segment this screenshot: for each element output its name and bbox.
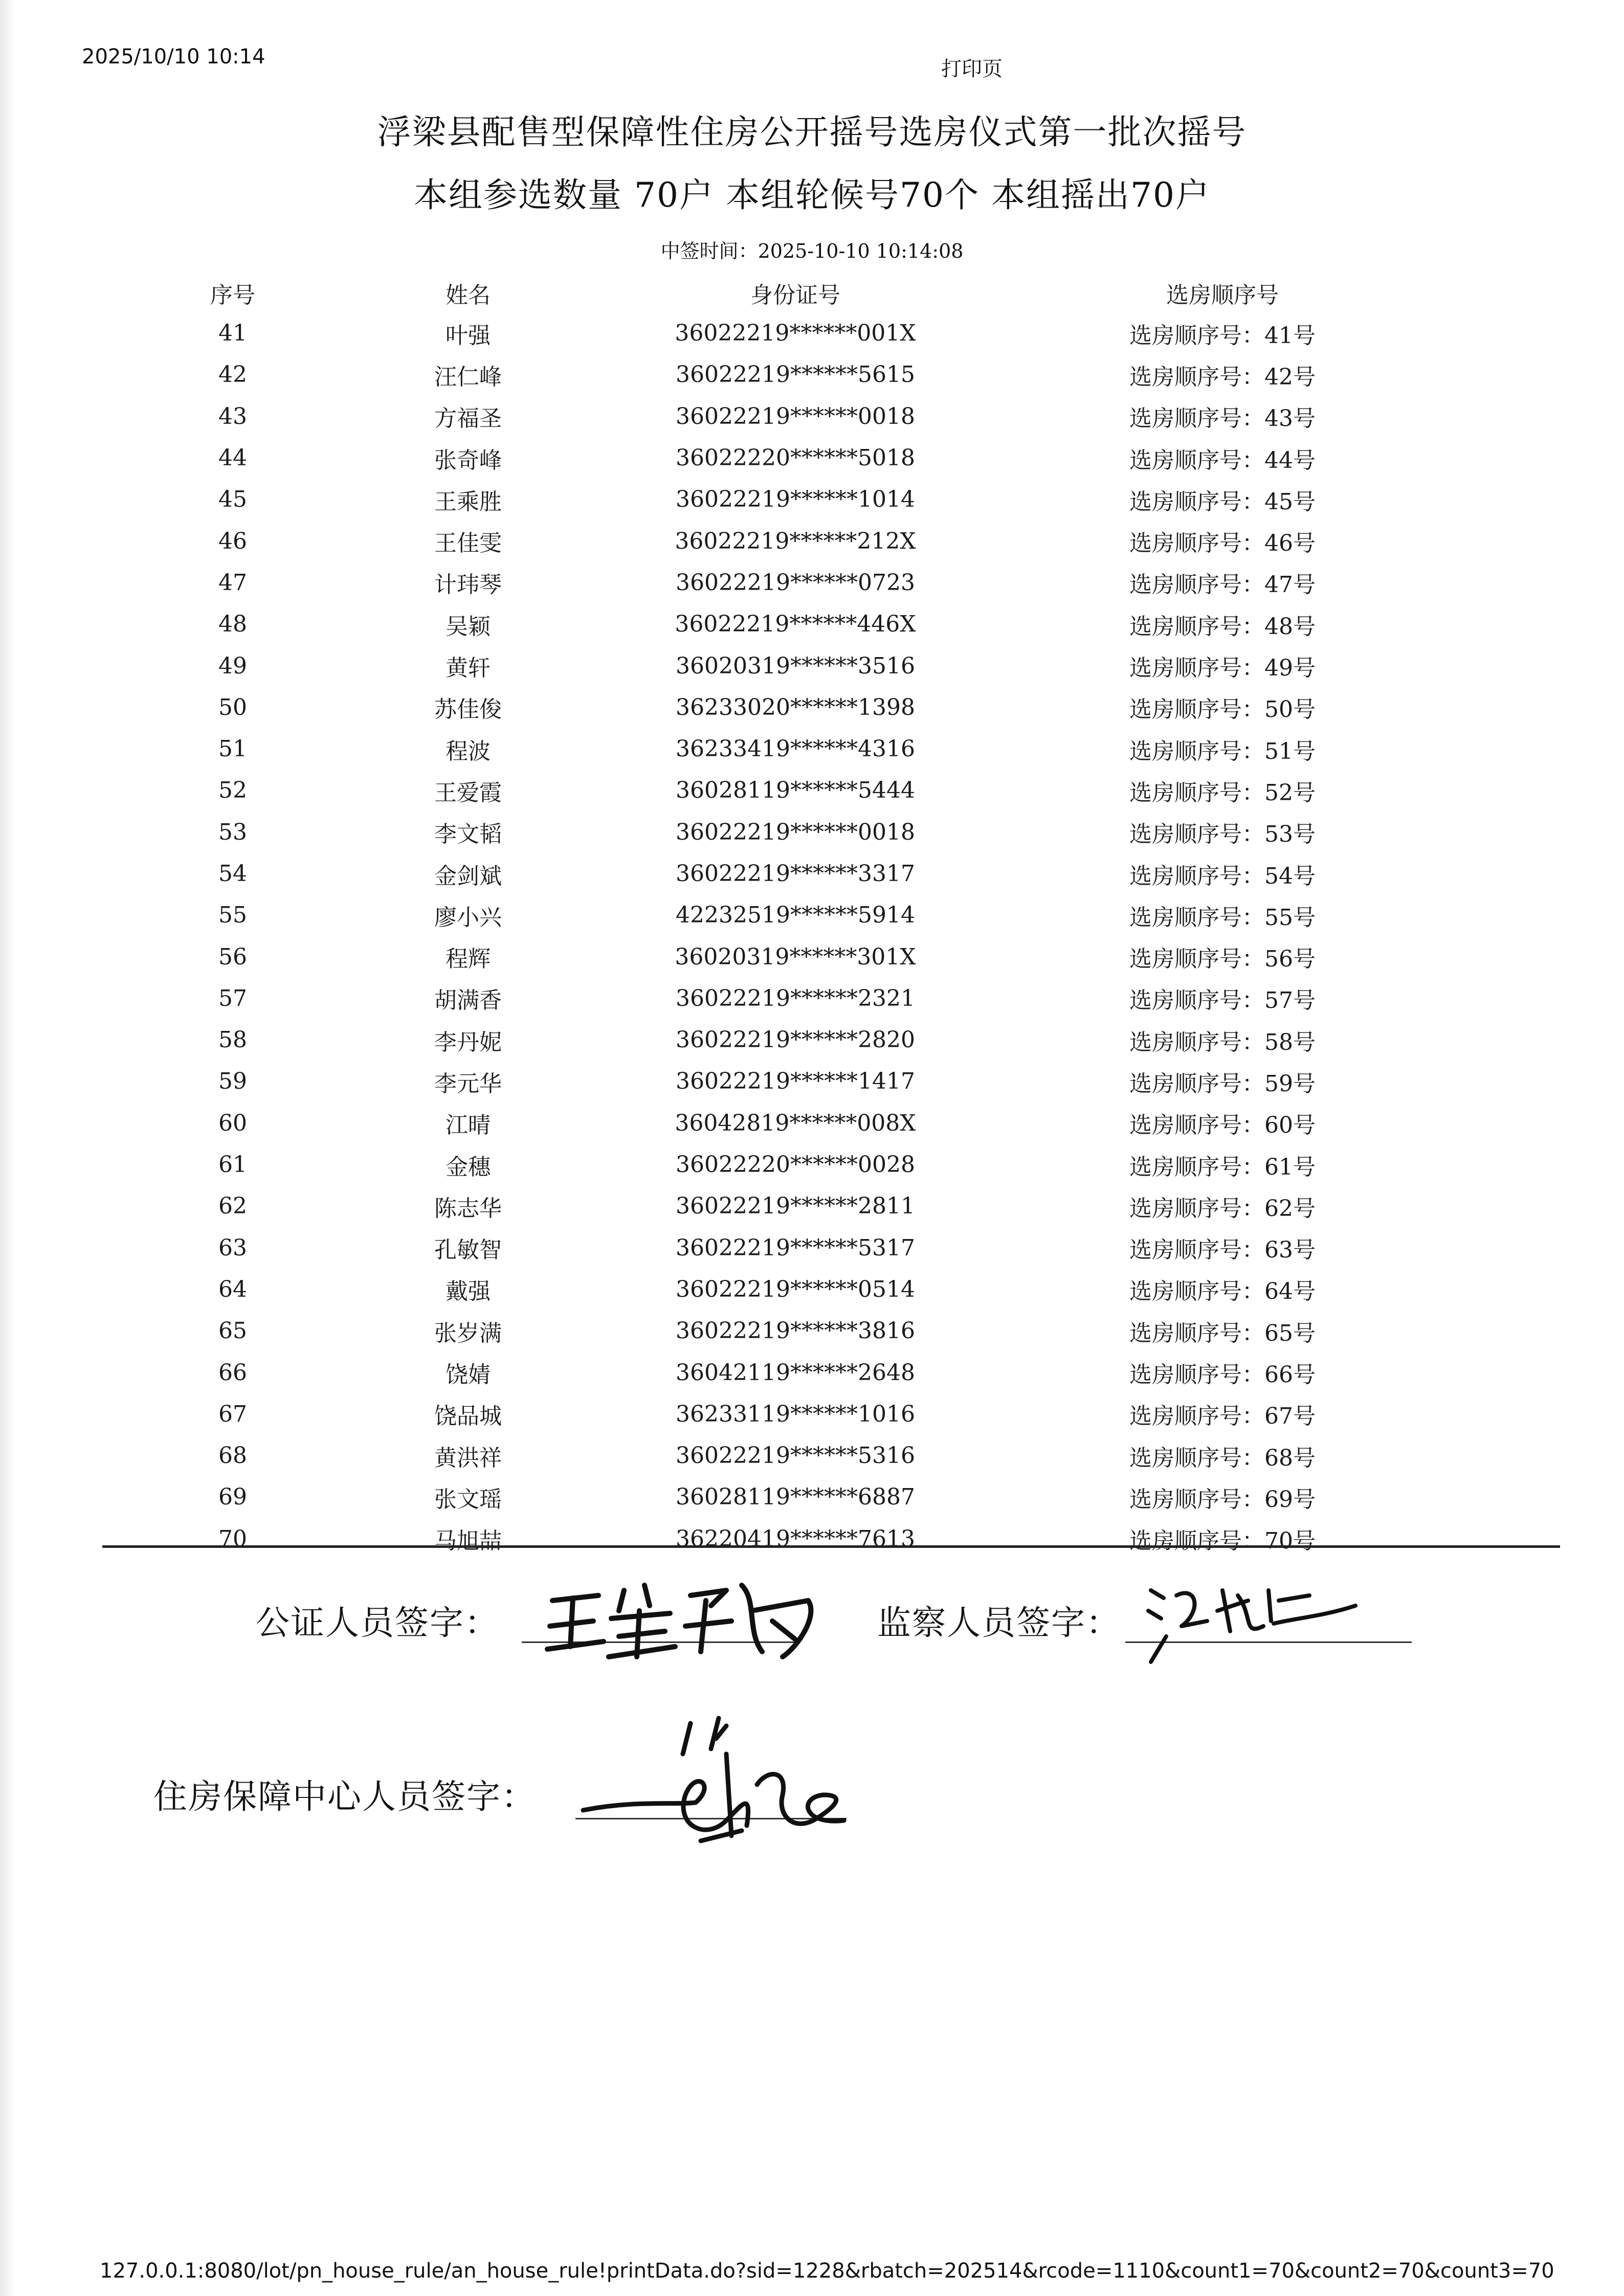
cell-id-number: 36022219******1014 xyxy=(676,486,915,513)
cell-id-number: 36022219******0723 xyxy=(676,569,915,596)
cell-serial: 66 xyxy=(218,1359,247,1386)
header-selection-order: 选房顺序号 xyxy=(1166,282,1279,308)
table-row xyxy=(146,978,1471,1019)
table-row xyxy=(146,1144,1471,1185)
table-row xyxy=(146,479,1471,520)
print-page-title: 打印页 xyxy=(941,57,1003,81)
table-row xyxy=(146,1185,1471,1227)
cell-id-number: 36220419******7613 xyxy=(676,1525,915,1552)
cell-serial: 57 xyxy=(218,985,247,1011)
cell-selection-order: 选房顺序号：64号 xyxy=(1129,1278,1316,1305)
cell-selection-order: 选房顺序号：42号 xyxy=(1129,364,1316,390)
header-name: 姓名 xyxy=(446,282,491,308)
table-row xyxy=(146,396,1471,437)
cell-selection-order: 选房顺序号：55号 xyxy=(1129,904,1316,931)
cell-id-number: 36022220******0028 xyxy=(676,1152,915,1178)
cell-name: 饶品城 xyxy=(434,1403,502,1430)
cell-selection-order: 选房顺序号：49号 xyxy=(1129,655,1316,682)
table-row xyxy=(146,312,1471,354)
cell-serial: 55 xyxy=(218,902,247,929)
table-row xyxy=(146,894,1471,936)
notary-signature xyxy=(542,1570,818,1667)
cell-serial: 70 xyxy=(218,1525,247,1552)
cell-id-number: 36022219******0514 xyxy=(676,1276,915,1302)
cell-serial: 65 xyxy=(218,1318,247,1344)
cell-id-number: 36022219******0018 xyxy=(676,819,915,845)
cell-id-number: 36022219******001X xyxy=(675,320,916,347)
cell-id-number: 36028119******6887 xyxy=(676,1484,915,1511)
cell-serial: 45 xyxy=(218,486,247,513)
table-row xyxy=(146,853,1471,894)
cell-serial: 44 xyxy=(218,445,247,471)
cell-name: 江晴 xyxy=(446,1112,491,1139)
cell-selection-order: 选房顺序号：57号 xyxy=(1129,987,1316,1014)
cell-serial: 56 xyxy=(218,943,247,970)
table-row xyxy=(146,1518,1471,1560)
cell-serial: 41 xyxy=(218,320,247,347)
table-row xyxy=(146,1476,1471,1518)
cell-serial: 58 xyxy=(218,1027,247,1053)
cell-selection-order: 选房顺序号：44号 xyxy=(1129,447,1316,474)
cell-id-number: 36020319******3516 xyxy=(676,652,915,679)
header-serial: 序号 xyxy=(210,282,255,308)
cell-serial: 54 xyxy=(218,861,247,887)
cell-name: 胡满香 xyxy=(434,987,502,1014)
table-row xyxy=(146,687,1471,728)
cell-name: 黄轩 xyxy=(446,655,491,682)
cell-id-number: 36022219******3317 xyxy=(676,861,915,887)
cell-serial: 64 xyxy=(218,1276,247,1302)
table-row xyxy=(146,562,1471,603)
cell-name: 廖小兴 xyxy=(434,904,502,931)
cell-serial: 60 xyxy=(218,1110,247,1136)
cell-id-number: 36022219******2811 xyxy=(676,1193,915,1220)
cell-selection-order: 选房顺序号：56号 xyxy=(1129,946,1316,973)
cell-name: 苏佳俊 xyxy=(434,696,502,723)
cell-selection-order: 选房顺序号：62号 xyxy=(1129,1195,1316,1222)
cell-name: 李元华 xyxy=(434,1070,502,1097)
cell-name: 王乘胜 xyxy=(434,488,502,515)
cell-name: 计玮琴 xyxy=(434,572,502,598)
cell-name: 程辉 xyxy=(446,946,491,973)
cell-selection-order: 选房顺序号：61号 xyxy=(1129,1154,1316,1180)
cell-name: 马旭喆 xyxy=(434,1528,502,1555)
table-row xyxy=(146,1019,1471,1061)
cell-serial: 42 xyxy=(218,362,247,388)
cell-selection-order: 选房顺序号：66号 xyxy=(1129,1362,1316,1388)
cell-serial: 52 xyxy=(218,777,247,804)
print-url: 127.0.0.1:8080/lot/pn_house_rule/an_house_rule!printData.do?sid=1228&rbatch=202514&rcode=1110&count1=70&count2=70&count3=70 xyxy=(100,2259,1554,2283)
cell-serial: 48 xyxy=(218,611,247,638)
cell-selection-order: 选房顺序号：67号 xyxy=(1129,1403,1316,1430)
document-title: 浮梁县配售型保障性住房公开摇号选房仪式第一批次摇号 xyxy=(377,112,1247,152)
housing-center-signature-label: 住房保障中心人员签字： xyxy=(153,1777,536,1816)
draw-time: 中签时间：2025-10-10 10:14:08 xyxy=(660,240,964,262)
cell-selection-order: 选房顺序号：65号 xyxy=(1129,1320,1316,1346)
cell-id-number: 36022219******1417 xyxy=(676,1068,915,1095)
cell-serial: 49 xyxy=(218,652,247,679)
cell-name: 金穗 xyxy=(446,1154,491,1180)
cell-id-number: 36233119******1016 xyxy=(676,1401,915,1427)
table-row xyxy=(146,728,1471,770)
cell-id-number: 36233020******1398 xyxy=(676,694,915,721)
table-body xyxy=(146,312,1471,1560)
cell-selection-order: 选房顺序号：68号 xyxy=(1129,1445,1316,1471)
cell-name: 戴强 xyxy=(446,1278,491,1305)
cell-name: 王爱霞 xyxy=(434,779,502,806)
cell-name: 张岁满 xyxy=(434,1320,502,1346)
cell-name: 吴颖 xyxy=(446,613,491,640)
table-row xyxy=(146,603,1471,645)
table-row xyxy=(146,1269,1471,1310)
cell-serial: 61 xyxy=(218,1152,247,1178)
notary-signature-label: 公证人员签字： xyxy=(256,1603,499,1642)
cell-serial: 68 xyxy=(218,1443,247,1469)
cell-name: 张奇峰 xyxy=(434,447,502,474)
cell-selection-order: 选房顺序号：54号 xyxy=(1129,863,1316,889)
table-row xyxy=(146,812,1471,853)
cell-selection-order: 选房顺序号：47号 xyxy=(1129,572,1316,598)
cell-selection-order: 选房顺序号：63号 xyxy=(1129,1237,1316,1264)
table-header-row xyxy=(146,274,1471,312)
table-row xyxy=(146,770,1471,811)
cell-id-number: 36022219******5317 xyxy=(676,1234,915,1261)
cell-serial: 51 xyxy=(218,736,247,762)
document-subtitle: 本组参选数量 70户 本组轮候号70个 本组摇出70户 xyxy=(414,175,1210,215)
cell-id-number: 36022219******3816 xyxy=(676,1318,915,1344)
cell-selection-order: 选房顺序号：52号 xyxy=(1129,779,1316,806)
table-row xyxy=(146,1352,1471,1393)
cell-id-number: 36022219******2321 xyxy=(676,985,915,1011)
cell-name: 李文韬 xyxy=(434,821,502,848)
cell-serial: 67 xyxy=(218,1401,247,1427)
cell-selection-order: 选房顺序号：45号 xyxy=(1129,488,1316,515)
supervisor-signature xyxy=(1141,1570,1366,1667)
cell-id-number: 36022219******446X xyxy=(675,611,916,638)
cell-name: 陈志华 xyxy=(434,1195,502,1222)
section-divider xyxy=(102,1545,1560,1548)
cell-name: 黄洪祥 xyxy=(434,1445,502,1471)
table-row xyxy=(146,1435,1471,1476)
cell-serial: 47 xyxy=(218,569,247,596)
cell-id-number: 36022219******2820 xyxy=(676,1027,915,1053)
cell-serial: 62 xyxy=(218,1193,247,1220)
lottery-result-table xyxy=(146,274,1471,1560)
table-row xyxy=(146,354,1471,395)
cell-selection-order: 选房顺序号：60号 xyxy=(1129,1112,1316,1139)
cell-serial: 46 xyxy=(218,528,247,554)
cell-id-number: 36042119******2648 xyxy=(676,1359,915,1386)
cell-selection-order: 选房顺序号：58号 xyxy=(1129,1029,1316,1055)
cell-id-number: 36020319******301X xyxy=(675,943,916,970)
table-header xyxy=(146,274,1471,312)
table-row xyxy=(146,1310,1471,1352)
cell-name: 金剑斌 xyxy=(434,863,502,889)
table-row xyxy=(146,645,1471,686)
cell-id-number: 36233419******4316 xyxy=(676,736,915,762)
cell-name: 方福圣 xyxy=(434,406,502,432)
cell-name: 张文瑶 xyxy=(434,1486,502,1513)
cell-serial: 43 xyxy=(218,403,247,430)
table-row xyxy=(146,520,1471,561)
cell-id-number: 36022219******5615 xyxy=(676,362,915,388)
cell-name: 饶婧 xyxy=(446,1362,491,1388)
cell-selection-order: 选房顺序号：50号 xyxy=(1129,696,1316,723)
cell-name: 叶强 xyxy=(446,322,491,349)
cell-selection-order: 选房顺序号：46号 xyxy=(1129,530,1316,557)
cell-id-number: 36022220******5018 xyxy=(676,445,915,471)
print-date: 2025/10/10 10:14 xyxy=(82,45,265,69)
cell-selection-order: 选房顺序号：51号 xyxy=(1129,738,1316,764)
cell-name: 李丹妮 xyxy=(434,1029,502,1055)
table-row xyxy=(146,1102,1471,1144)
cell-name: 孔敏智 xyxy=(434,1237,502,1264)
cell-selection-order: 选房顺序号：43号 xyxy=(1129,406,1316,432)
housing-center-signature xyxy=(573,1708,859,1856)
cell-id-number: 42232519******5914 xyxy=(676,902,915,929)
table-row xyxy=(146,936,1471,977)
cell-selection-order: 选房顺序号：53号 xyxy=(1129,821,1316,848)
cell-id-number: 36022219******5316 xyxy=(676,1443,915,1469)
cell-selection-order: 选房顺序号：70号 xyxy=(1129,1528,1316,1555)
cell-id-number: 36042819******008X xyxy=(675,1110,916,1136)
cell-name: 程波 xyxy=(446,738,491,764)
cell-name: 王佳雯 xyxy=(434,530,502,557)
supervisor-signature-label: 监察人员签字： xyxy=(877,1603,1121,1642)
cell-id-number: 36022219******212X xyxy=(675,528,916,554)
cell-serial: 53 xyxy=(218,819,247,845)
cell-serial: 63 xyxy=(218,1234,247,1261)
cell-selection-order: 选房顺序号：41号 xyxy=(1129,322,1316,349)
table-row xyxy=(146,1393,1471,1435)
cell-serial: 50 xyxy=(218,694,247,721)
scan-edge-shadow xyxy=(0,0,15,2296)
cell-selection-order: 选房顺序号：59号 xyxy=(1129,1070,1316,1097)
cell-selection-order: 选房顺序号：48号 xyxy=(1129,613,1316,640)
cell-selection-order: 选房顺序号：69号 xyxy=(1129,1486,1316,1513)
cell-id-number: 36028119******5444 xyxy=(676,777,915,804)
cell-serial: 69 xyxy=(218,1484,247,1511)
cell-serial: 59 xyxy=(218,1068,247,1095)
cell-name: 汪仁峰 xyxy=(434,364,502,390)
cell-id-number: 36022219******0018 xyxy=(676,403,915,430)
table-row xyxy=(146,1061,1471,1102)
table-row xyxy=(146,1227,1471,1269)
header-id-number: 身份证号 xyxy=(750,282,840,308)
table-row xyxy=(146,437,1471,479)
